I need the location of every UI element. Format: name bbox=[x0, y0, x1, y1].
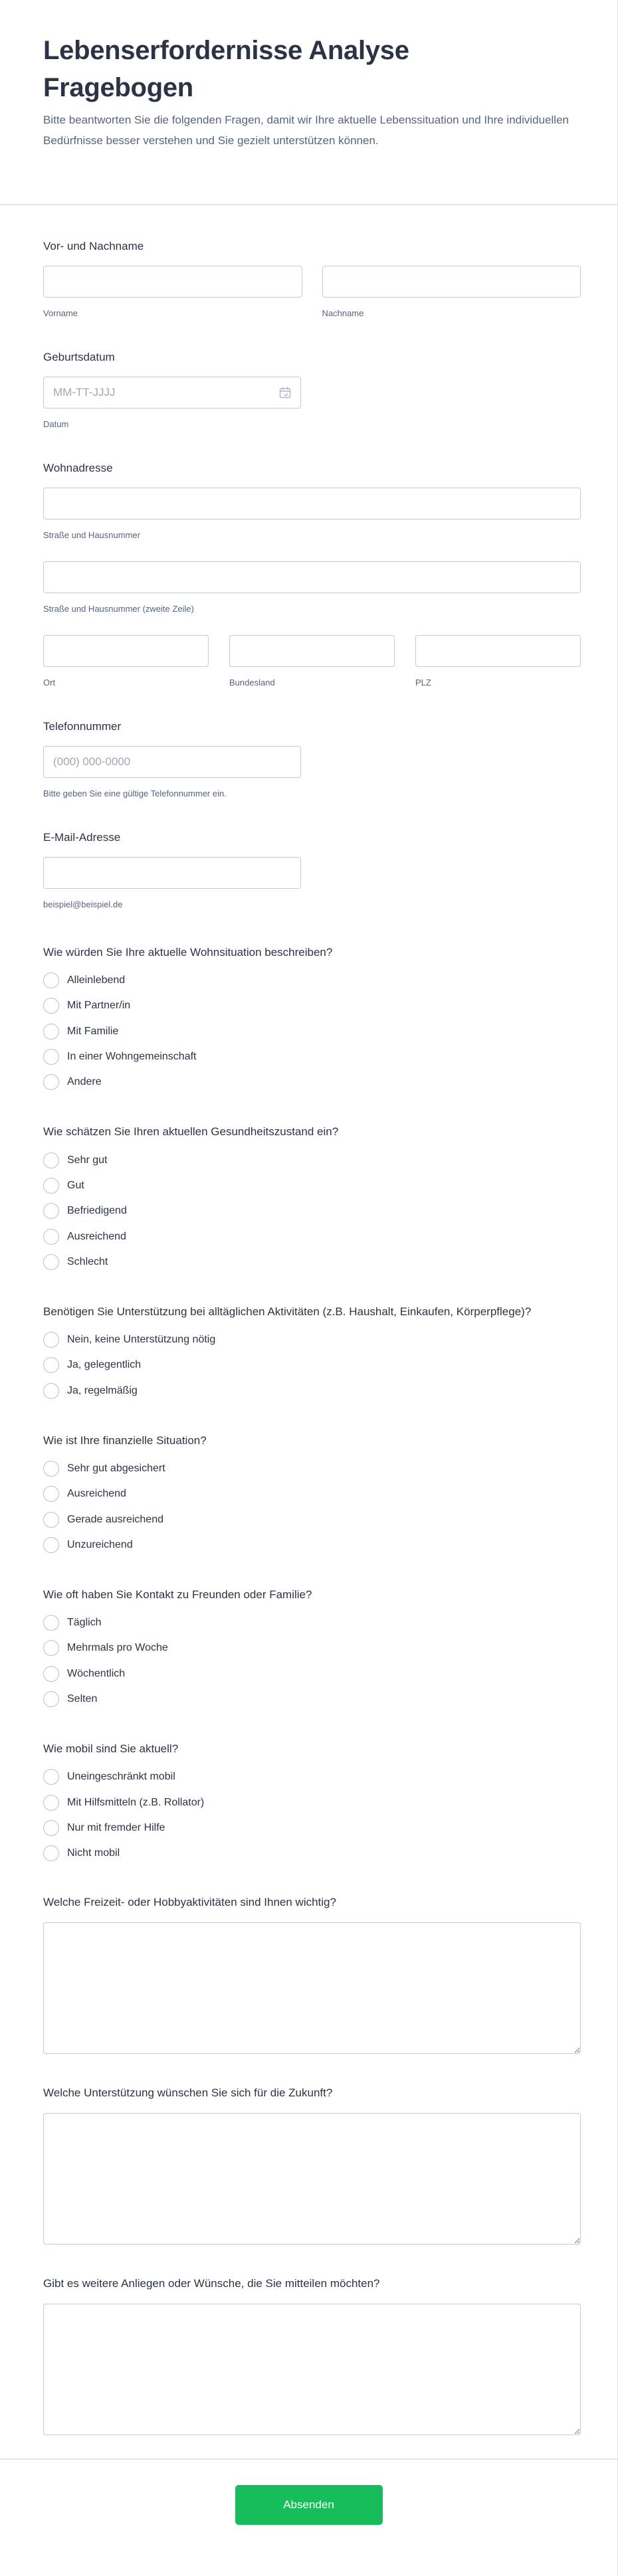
radio-option-label: Unzureichend bbox=[67, 1538, 133, 1550]
radio-button[interactable] bbox=[43, 1615, 59, 1631]
form-body bbox=[0, 205, 617, 2460]
city-input[interactable] bbox=[43, 635, 209, 667]
radio-option[interactable] bbox=[43, 1044, 581, 1069]
radio-button[interactable] bbox=[43, 1049, 59, 1065]
radio-option[interactable] bbox=[43, 1378, 581, 1404]
radio-option-label: Nein, keine Unterstützung nötig bbox=[67, 1334, 216, 1346]
radio-option-label: Täglich bbox=[67, 1617, 102, 1629]
question-label: Wie ist Ihre finanzielle Situation? bbox=[43, 1433, 207, 1447]
radio-option[interactable] bbox=[43, 1815, 581, 1841]
text-question bbox=[43, 2276, 581, 2435]
question-label: Wie oft haben Sie Kontakt zu Freunden oder Familie? bbox=[43, 1588, 312, 1602]
radio-button[interactable] bbox=[43, 1691, 59, 1707]
radio-button[interactable] bbox=[43, 1074, 59, 1090]
radio-option[interactable] bbox=[43, 1687, 581, 1712]
phone-label: Telefonnummer bbox=[43, 720, 122, 733]
phone-input[interactable] bbox=[43, 746, 301, 778]
street2-input[interactable] bbox=[43, 561, 581, 593]
phone-field bbox=[43, 719, 581, 800]
radio-option[interactable] bbox=[43, 968, 581, 993]
question-kontakt bbox=[43, 1586, 581, 1712]
radio-option[interactable] bbox=[43, 1635, 581, 1661]
radio-option-label: Gut bbox=[67, 1179, 84, 1191]
form-description: Bitte beantworten Sie die folgenden Fragen, damit wir Ihre aktuelle Lebenssituation und Ihre individuellen Bedürfnisse besser verstehen und Sie gezielt unterstützen können. bbox=[43, 114, 569, 147]
radio-option[interactable] bbox=[43, 1790, 581, 1815]
question-wohnsituation bbox=[43, 944, 581, 1095]
radio-button[interactable] bbox=[43, 998, 59, 1014]
radio-option-label: Sehr gut bbox=[67, 1154, 108, 1166]
question-mobilitaet bbox=[43, 1740, 581, 1866]
birthdate-field bbox=[43, 349, 581, 430]
answer-textarea[interactable] bbox=[43, 2304, 581, 2435]
question-label: Wie würden Sie Ihre aktuelle Wohnsituation beschreiben? bbox=[43, 946, 333, 959]
radio-option[interactable] bbox=[43, 1147, 581, 1172]
question-label: Wie mobil sind Sie aktuell? bbox=[43, 1742, 179, 1756]
text-questions bbox=[43, 1894, 581, 2435]
question-gesundheit bbox=[43, 1123, 581, 1274]
radio-option[interactable] bbox=[43, 993, 581, 1018]
zip-sublabel: PLZ bbox=[415, 678, 431, 688]
last-name-input[interactable] bbox=[322, 266, 581, 298]
radio-option-label: Ausreichend bbox=[67, 1230, 126, 1242]
radio-option-label: Uneingeschränkt mobil bbox=[67, 1771, 175, 1783]
radio-group bbox=[43, 968, 581, 1095]
text-question bbox=[43, 1894, 581, 2054]
radio-option-label: Gerade ausreichend bbox=[67, 1513, 163, 1525]
street-sublabel: Straße und Hausnummer bbox=[43, 530, 140, 540]
street2-sublabel: Straße und Hausnummer (zweite Zeile) bbox=[43, 604, 194, 614]
name-field bbox=[43, 238, 581, 320]
radio-option-label: Ausreichend bbox=[67, 1488, 126, 1500]
state-sublabel: Bundesland bbox=[229, 678, 275, 688]
radio-button[interactable] bbox=[43, 1229, 59, 1245]
radio-option[interactable] bbox=[43, 1532, 581, 1558]
radio-button[interactable] bbox=[43, 1461, 59, 1477]
radio-option-label: Selten bbox=[67, 1693, 98, 1705]
radio-option-label: Sehr gut abgesichert bbox=[67, 1463, 165, 1474]
radio-option-label: Mehrmals pro Woche bbox=[67, 1642, 168, 1654]
radio-button[interactable] bbox=[43, 1357, 59, 1373]
birthdate-sublabel: Datum bbox=[43, 419, 69, 429]
radio-option[interactable] bbox=[43, 1481, 581, 1507]
name-label: Vor- und Nachname bbox=[43, 240, 144, 252]
state-input[interactable] bbox=[229, 635, 395, 667]
radio-option[interactable] bbox=[43, 1352, 581, 1378]
radio-button[interactable] bbox=[43, 1820, 59, 1836]
radio-option[interactable] bbox=[43, 1173, 581, 1198]
email-field bbox=[43, 830, 581, 911]
city-sublabel: Ort bbox=[43, 678, 56, 688]
radio-button[interactable] bbox=[43, 1769, 59, 1785]
zip-input[interactable] bbox=[415, 635, 581, 667]
radio-button[interactable] bbox=[43, 972, 59, 988]
radio-option-label: Schlecht bbox=[67, 1255, 108, 1267]
address-field bbox=[43, 460, 581, 689]
radio-option-label: Mit Familie bbox=[67, 1025, 119, 1037]
street-input[interactable] bbox=[43, 488, 581, 519]
radio-option[interactable] bbox=[43, 1661, 581, 1687]
question-unterstuetzung bbox=[43, 1303, 581, 1404]
radio-option-label: Mit Hilfsmitteln (z.B. Rollator) bbox=[67, 1796, 205, 1808]
birthdate-input[interactable] bbox=[43, 377, 301, 409]
radio-button[interactable] bbox=[43, 1254, 59, 1270]
question-label: Benötigen Sie Unterstützung bei alltäglichen Aktivitäten (z.B. Haushalt, Einkaufen, Körperpflege)? bbox=[43, 1305, 532, 1318]
first-name-sublabel: Vorname bbox=[43, 308, 78, 318]
radio-option[interactable] bbox=[43, 1249, 581, 1275]
radio-option[interactable] bbox=[43, 1019, 581, 1044]
radio-group bbox=[43, 1456, 581, 1558]
radio-button[interactable] bbox=[43, 1152, 59, 1168]
radio-option-label: Ja, gelegentlich bbox=[67, 1359, 142, 1371]
radio-option-label: Nicht mobil bbox=[67, 1847, 120, 1859]
answer-textarea[interactable] bbox=[43, 1922, 581, 2054]
radio-button[interactable] bbox=[43, 1512, 59, 1528]
radio-option[interactable] bbox=[43, 1764, 581, 1790]
radio-button[interactable] bbox=[43, 1845, 59, 1861]
email-label: E-Mail-Adresse bbox=[43, 831, 121, 844]
email-input[interactable] bbox=[43, 857, 301, 889]
radio-button[interactable] bbox=[43, 1024, 59, 1040]
last-name-sublabel: Nachname bbox=[322, 308, 364, 318]
birthdate-label: Geburtsdatum bbox=[43, 351, 115, 363]
radio-button[interactable] bbox=[43, 1383, 59, 1399]
radio-button[interactable] bbox=[43, 1640, 59, 1656]
phone-sublabel: Bitte geben Sie eine gültige Telefonnummer ein. bbox=[43, 788, 227, 798]
question-label: Welche Unterstützung wünschen Sie sich für die Zukunft? bbox=[43, 2086, 333, 2100]
address-label: Wohnadresse bbox=[43, 462, 113, 474]
form-footer bbox=[0, 2460, 617, 2557]
radio-button[interactable] bbox=[43, 1537, 59, 1553]
first-name-input[interactable] bbox=[43, 266, 302, 298]
radio-option[interactable] bbox=[43, 1224, 581, 1249]
question-label: Welche Freizeit- oder Hobbyaktivitäten sind Ihnen wichtig? bbox=[43, 1896, 336, 1909]
radio-option[interactable] bbox=[43, 1327, 581, 1352]
radio-button[interactable] bbox=[43, 1178, 59, 1194]
question-label: Gibt es weitere Anliegen oder Wünsche, die Sie mitteilen möchten? bbox=[43, 2277, 380, 2290]
radio-group bbox=[43, 1610, 581, 1712]
radio-option-label: Mit Partner/in bbox=[67, 1000, 131, 1012]
radio-option-label: In einer Wohngemeinschaft bbox=[67, 1051, 197, 1063]
radio-questions bbox=[43, 944, 581, 1866]
radio-button[interactable] bbox=[43, 1486, 59, 1502]
submit-button[interactable]: Absenden bbox=[235, 2485, 383, 2525]
radio-option-label: Nur mit fremder Hilfe bbox=[67, 1821, 165, 1833]
radio-button[interactable] bbox=[43, 1666, 59, 1682]
radio-option-label: Ja, regelmäßig bbox=[67, 1384, 138, 1396]
radio-button[interactable] bbox=[43, 1203, 59, 1219]
radio-option-label: Befriedigend bbox=[67, 1205, 127, 1217]
radio-option-label: Alleinlebend bbox=[67, 974, 126, 986]
radio-option[interactable] bbox=[43, 1198, 581, 1224]
form-title: Lebenserfordernisse Analyse Fragebogen bbox=[43, 36, 409, 102]
radio-option-label: Wöchentlich bbox=[67, 1667, 126, 1679]
answer-textarea[interactable] bbox=[43, 2113, 581, 2245]
radio-option[interactable] bbox=[43, 1841, 581, 1866]
text-question bbox=[43, 2085, 581, 2245]
radio-button[interactable] bbox=[43, 1795, 59, 1811]
radio-group bbox=[43, 1764, 581, 1866]
calendar-icon[interactable] bbox=[278, 386, 292, 399]
radio-button[interactable] bbox=[43, 1332, 59, 1348]
radio-group bbox=[43, 1147, 581, 1274]
question-label: Wie schätzen Sie Ihren aktuellen Gesundheitszustand ein? bbox=[43, 1125, 339, 1139]
radio-group bbox=[43, 1327, 581, 1404]
radio-option[interactable] bbox=[43, 1069, 581, 1095]
radio-option[interactable] bbox=[43, 1507, 581, 1532]
radio-option[interactable] bbox=[43, 1456, 581, 1481]
email-sublabel: beispiel@beispiel.de bbox=[43, 899, 123, 909]
radio-option[interactable] bbox=[43, 1610, 581, 1635]
question-finanzen bbox=[43, 1432, 581, 1558]
radio-option-label: Andere bbox=[67, 1076, 102, 1088]
form-header bbox=[0, 0, 617, 205]
